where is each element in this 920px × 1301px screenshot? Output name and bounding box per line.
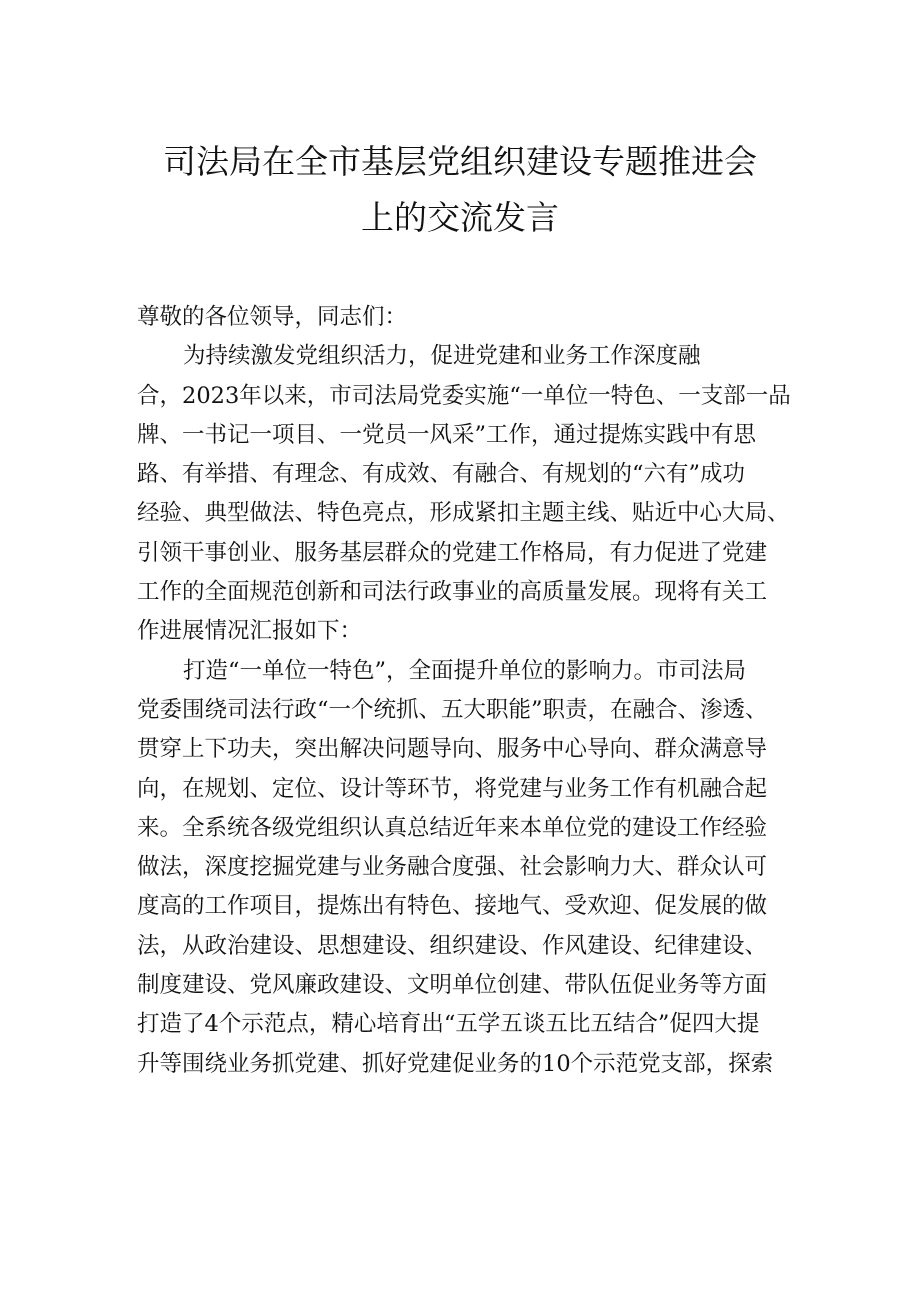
paragraph-1-line-1: 为持续激发党组织活力，促进党建和业务工作深度融 xyxy=(183,343,701,370)
paragraph-2-line-10: 打造了4个示范点，精心培育出“五学五谈五比五结合”促四大提 xyxy=(137,1011,760,1038)
paragraph-1-line-2: 合，2023年以来，市司法局党委实施“一单位一特色、一支部一品 xyxy=(137,382,791,409)
document-title-line-1: 司法局在全市基层党组织建设专题推进会 xyxy=(163,142,757,181)
paragraph-2-line-3: 贯穿上下功夫，突出解决问题导向、服务中心导向、群众满意导 xyxy=(137,736,768,763)
paragraph-1-line-4: 路、有举措、有理念、有成效、有融合、有规划的“六有”成功 xyxy=(137,461,746,488)
paragraph-2-line-5: 来。全系统各级党组织认真总结近年来本单位党的建设工作经验 xyxy=(137,814,768,841)
paragraph-2-line-4: 向，在规划、定位、设计等环节，将党建与业务工作有机融合起 xyxy=(137,775,768,802)
paragraph-1-line-3: 牌、一书记一项目、一党员一风采”工作，通过提炼实践中有思 xyxy=(137,421,757,448)
document-body xyxy=(137,298,797,1084)
paragraph-2-line-7: 度高的工作项目，提炼出有特色、接地气、受欢迎、促发展的做 xyxy=(137,893,768,920)
greeting: 尊敬的各位领导，同志们： xyxy=(137,304,408,330)
paragraph-1-line-5: 经验、典型做法、特色亮点，形成紧扣主题主线、贴近中心大局、 xyxy=(137,500,790,527)
paragraph-2-line-6: 做法，深度挖掘党建与业务融合度强、社会影响力大、群众认可 xyxy=(137,854,768,881)
paragraph-2-line-2: 党委围绕司法行政“一个统抓、五大职能”职责，在融合、渗透、 xyxy=(137,696,768,723)
paragraph-2-line-11: 升等围绕业务抓党建、抓好党建促业务的10个示范党支部，探索 xyxy=(137,1050,774,1077)
paragraph-1-line-8: 作进展情况汇报如下： xyxy=(137,618,363,645)
document-title-line-2: 上的交流发言 xyxy=(361,198,559,237)
paragraph-2-line-1: 打造“一单位一特色”，全面提升单位的影响力。市司法局 xyxy=(183,657,747,684)
paragraph-1-line-6: 引领干事创业、服务基层群众的党建工作格局，有力促进了党建 xyxy=(137,539,768,566)
paragraph-2-line-9: 制度建设、党风廉政建设、文明单位创建、带队伍促业务等方面 xyxy=(137,972,768,999)
paragraph-1-line-7: 工作的全面规范创新和司法行政事业的高质量发展。现将有关工 xyxy=(137,579,768,606)
paragraph-2-line-8: 法，从政治建设、思想建设、组织建设、作风建设、纪律建设、 xyxy=(137,932,768,959)
